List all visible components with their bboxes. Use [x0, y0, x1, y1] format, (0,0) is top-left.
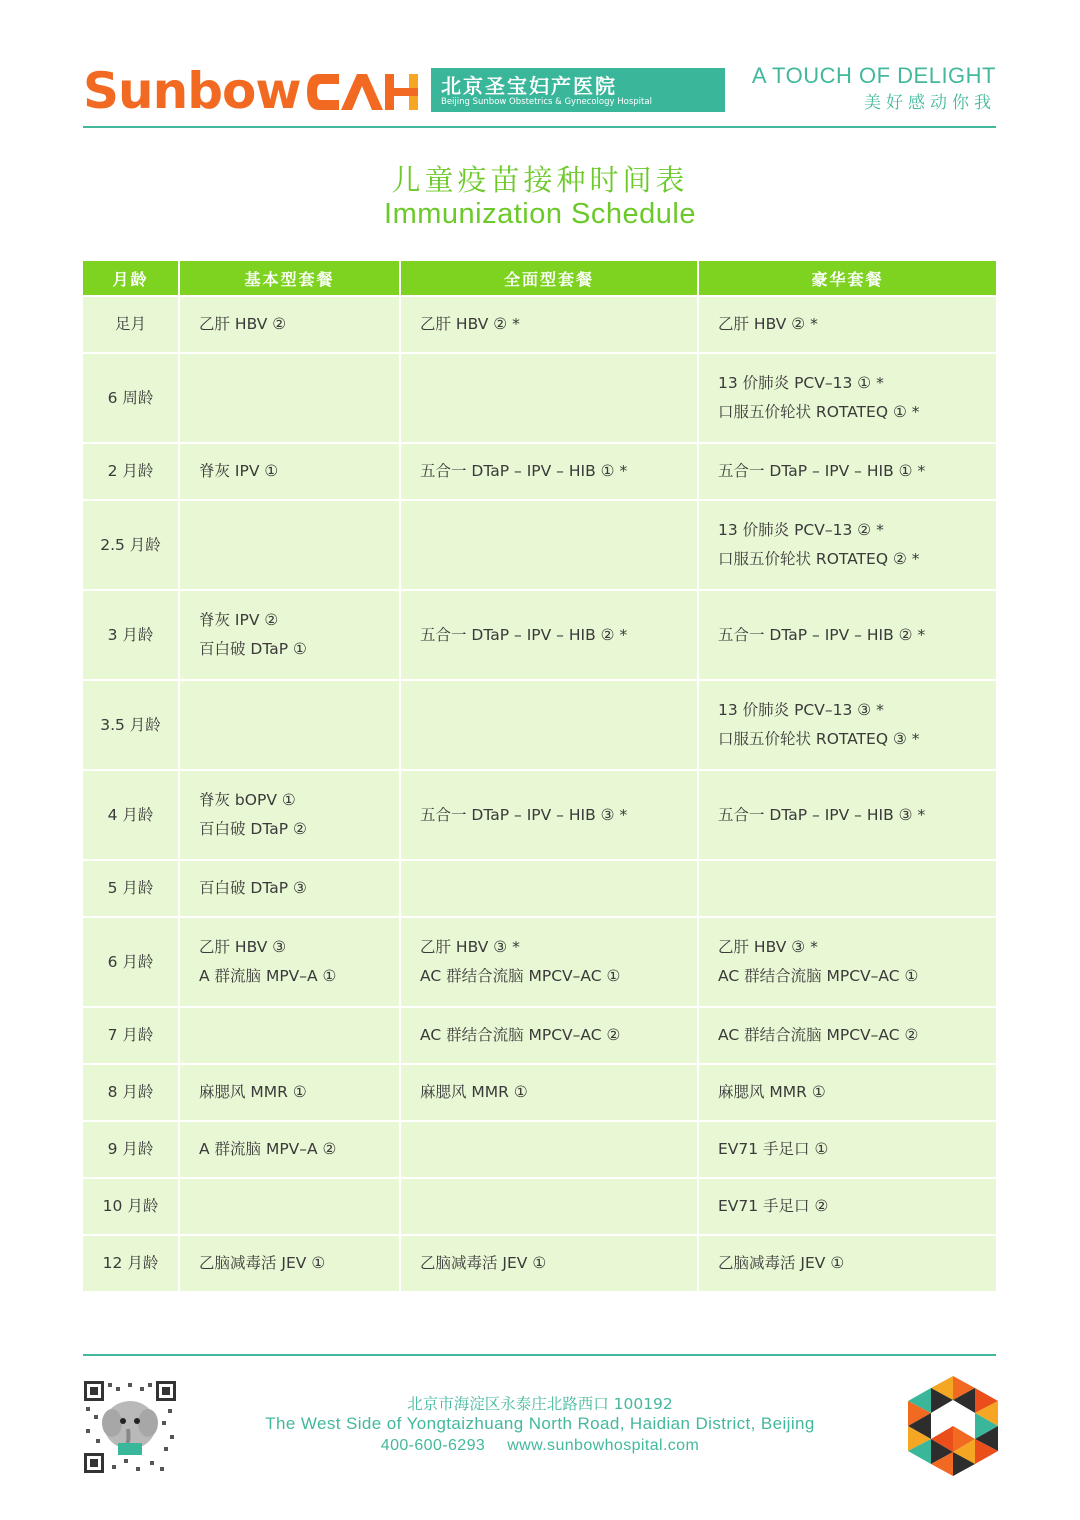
tagline	[752, 62, 996, 116]
vaccine-entry: 乙肝 HBV ② *	[420, 315, 520, 333]
cell-basic	[180, 499, 401, 589]
vaccine-entry: 乙脑减毒活 JEV ①	[718, 1254, 845, 1272]
vaccine-entry: 五合一 DTaP – IPV – HIB ③ *	[718, 805, 926, 824]
vaccine-entry: 乙肝 HBV ③	[199, 938, 287, 956]
vaccine-entry: 麻腮风 MMR ①	[718, 1083, 826, 1101]
cell-basic	[180, 1063, 401, 1120]
cell-full	[401, 916, 699, 1006]
brand-logo-mark-icon	[305, 66, 421, 118]
table-row	[83, 442, 996, 499]
page-header	[83, 62, 996, 128]
cell-deluxe	[699, 1006, 996, 1063]
cell-full	[401, 1234, 699, 1291]
vaccine-entry: 乙脑减毒活 JEV ①	[420, 1254, 547, 1272]
cell-full	[401, 499, 699, 589]
cell-deluxe	[699, 442, 996, 499]
vaccine-entry: 五合一 DTaP – IPV – HIB ② *	[718, 625, 926, 644]
table-body	[83, 295, 996, 1291]
cell-deluxe	[699, 916, 996, 1006]
vaccine-entry: AC 群结合流脑 MPCV–AC ②	[420, 1026, 621, 1044]
cell-deluxe	[699, 679, 996, 769]
vaccine-entry: AC 群结合流脑 MPCV–AC ①	[420, 967, 621, 985]
cell-age: 6 月龄	[83, 916, 180, 1006]
vaccine-entry: 百白破 DTaP ②	[199, 820, 307, 838]
table-row	[83, 1234, 996, 1291]
cell-age: 足月	[83, 295, 180, 352]
cell-deluxe	[699, 1063, 996, 1120]
tagline-en: A TOUCH OF DELIGHT	[751, 63, 996, 88]
table-row	[83, 1120, 996, 1177]
cell-basic	[180, 769, 401, 859]
footer-address-en: The West Side of Yongtaizhuang North Road, Haidian District, Beijing	[265, 1414, 815, 1433]
cell-basic	[180, 1120, 401, 1177]
cell-full	[401, 589, 699, 679]
table-row	[83, 916, 996, 1006]
vaccine-entry: 乙肝 HBV ③ *	[420, 938, 520, 956]
cell-age: 6 周龄	[83, 352, 180, 442]
cell-basic	[180, 352, 401, 442]
column-header-basic: 基本型套餐	[180, 261, 401, 295]
cell-age: 2 月龄	[83, 442, 180, 499]
table-row	[83, 859, 996, 916]
table-row	[83, 1063, 996, 1120]
cell-full	[401, 1006, 699, 1063]
vaccine-entry: 百白破 DTaP ③	[199, 879, 307, 897]
table-row	[83, 499, 996, 589]
hospital-name-en: Beijing Sunbow Obstetrics & Gynecology Hospital	[441, 97, 652, 107]
cell-age: 12 月龄	[83, 1234, 180, 1291]
cell-full	[401, 1120, 699, 1177]
vaccine-entry: EV71 手足口 ②	[718, 1197, 829, 1215]
vaccine-entry: A 群流脑 MPV–A ①	[199, 967, 337, 985]
hospital-name-cn: 北京圣宝妇产医院	[441, 74, 617, 98]
table-row	[83, 769, 996, 859]
footer-website[interactable]: www.sunbowhospital.com	[507, 1437, 700, 1454]
cell-deluxe	[699, 589, 996, 679]
column-header-age: 月龄	[83, 261, 180, 295]
cell-deluxe	[699, 769, 996, 859]
table-row	[83, 295, 996, 352]
vaccine-entry: 13 价肺炎 PCV–13 ② *	[718, 521, 884, 539]
cell-basic	[180, 589, 401, 679]
cell-basic	[180, 295, 401, 352]
cell-full	[401, 859, 699, 916]
vaccine-entry: 口服五价轮状 ROTATEQ ② *	[718, 550, 920, 568]
cell-full	[401, 1177, 699, 1234]
cell-deluxe	[699, 859, 996, 916]
vaccine-entry: 口服五价轮状 ROTATEQ ① *	[718, 403, 920, 421]
table-row	[83, 679, 996, 769]
cell-age: 3 月龄	[83, 589, 180, 679]
table-row	[83, 352, 996, 442]
tagline-cn: 美好感动你我	[864, 93, 996, 113]
vaccine-entry: 脊灰 IPV ②	[199, 611, 279, 629]
cell-deluxe	[699, 1234, 996, 1291]
cell-deluxe	[699, 295, 996, 352]
cell-basic	[180, 442, 401, 499]
hexagon-cube-icon	[908, 1376, 998, 1476]
table-row	[83, 1177, 996, 1234]
vaccine-entry: 麻腮风 MMR ①	[199, 1083, 307, 1101]
vaccine-entry: 五合一 DTaP – IPV – HIB ① *	[718, 462, 926, 480]
vaccine-entry: 脊灰 bOPV ①	[199, 791, 296, 809]
cell-full	[401, 679, 699, 769]
table-row	[83, 589, 996, 679]
vaccine-entry: 乙脑减毒活 JEV ①	[199, 1254, 326, 1272]
cell-basic	[180, 859, 401, 916]
cell-deluxe	[699, 1177, 996, 1234]
immunization-schedule-table	[83, 261, 996, 1291]
footer-phone: 400-600-6293	[380, 1437, 486, 1454]
cell-age: 2.5 月龄	[83, 499, 180, 589]
cell-age: 10 月龄	[83, 1177, 180, 1234]
cell-basic	[180, 1234, 401, 1291]
table-row	[83, 1006, 996, 1063]
vaccine-entry: 百白破 DTaP ①	[199, 640, 307, 658]
cell-age: 3.5 月龄	[83, 679, 180, 769]
vaccine-entry: 麻腮风 MMR ①	[420, 1083, 528, 1101]
footer-divider	[83, 1354, 996, 1356]
footer-address-cn: 北京市海淀区永泰庄北路西口 100192	[407, 1395, 673, 1413]
vaccine-entry: 口服五价轮状 ROTATEQ ③ *	[718, 730, 920, 748]
vaccine-entry: 五合一 DTaP – IPV – HIB ② *	[420, 625, 628, 644]
header-divider	[83, 126, 996, 128]
vaccine-entry: EV71 手足口 ①	[718, 1140, 829, 1158]
cell-full	[401, 442, 699, 499]
column-header-full: 全面型套餐	[401, 261, 699, 295]
vaccine-entry: 13 价肺炎 PCV–13 ③ *	[718, 701, 884, 719]
page-title-en: Immunization Schedule	[384, 198, 696, 230]
vaccine-entry: 13 价肺炎 PCV–13 ① *	[718, 374, 884, 392]
cell-basic	[180, 916, 401, 1006]
cell-age: 8 月龄	[83, 1063, 180, 1120]
cell-deluxe	[699, 499, 996, 589]
vaccine-entry: 乙肝 HBV ③ *	[718, 938, 818, 956]
column-header-deluxe: 豪华套餐	[699, 261, 996, 295]
cell-deluxe	[699, 1120, 996, 1177]
cell-basic	[180, 1177, 401, 1234]
vaccine-entry: AC 群结合流脑 MPCV–AC ②	[718, 1026, 919, 1044]
cell-full	[401, 295, 699, 352]
cell-age: 7 月龄	[83, 1006, 180, 1063]
vaccine-entry: 五合一 DTaP – IPV – HIB ① *	[420, 462, 628, 480]
cell-basic	[180, 1006, 401, 1063]
cell-basic	[180, 679, 401, 769]
vaccine-entry: 五合一 DTaP – IPV – HIB ③ *	[420, 805, 628, 824]
table-header-row	[83, 261, 996, 295]
cell-full	[401, 1063, 699, 1120]
vaccine-entry: AC 群结合流脑 MPCV–AC ①	[718, 967, 919, 985]
cell-age: 5 月龄	[83, 859, 180, 916]
vaccine-entry: A 群流脑 MPV–A ②	[199, 1140, 337, 1158]
cell-full	[401, 769, 699, 859]
brand-logo-text: Sunbow	[83, 62, 301, 120]
cell-deluxe	[699, 352, 996, 442]
hospital-name-box	[431, 68, 725, 112]
vaccine-entry: 脊灰 IPV ①	[199, 462, 279, 480]
vaccine-entry: 乙肝 HBV ②	[199, 315, 287, 333]
cell-full	[401, 352, 699, 442]
page-title-cn: 儿童疫苗接种时间表	[391, 163, 689, 197]
vaccine-entry: 乙肝 HBV ② *	[718, 315, 818, 333]
cell-age: 9 月龄	[83, 1120, 180, 1177]
cell-age: 4 月龄	[83, 769, 180, 859]
